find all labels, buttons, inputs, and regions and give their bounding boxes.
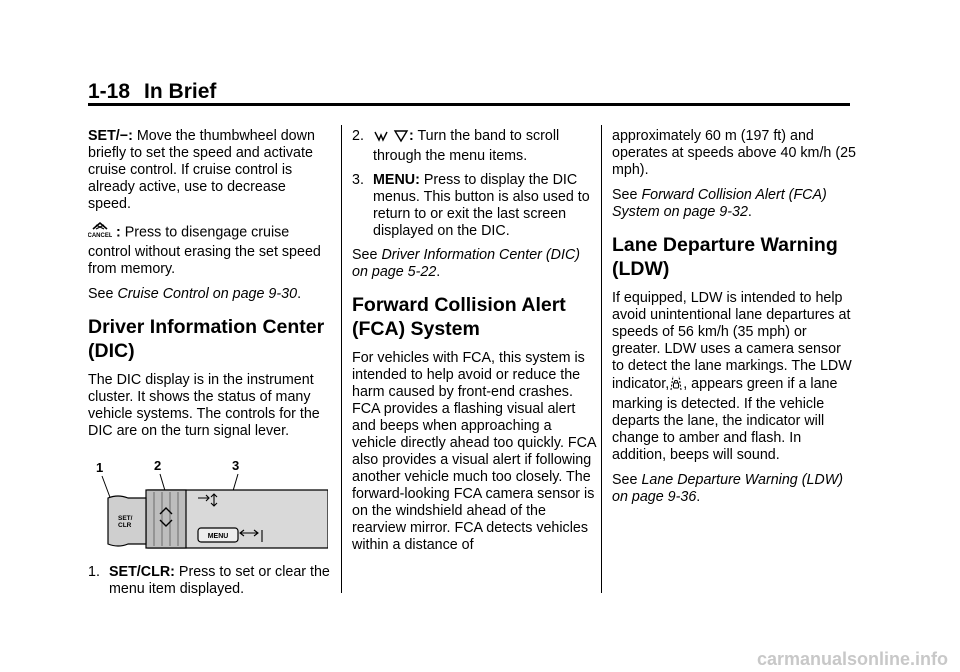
list-item	[352, 128, 596, 165]
see-prefix: See	[88, 286, 114, 302]
cancel-colon: :	[116, 224, 121, 241]
watermark: carmanualsonline.info	[756, 649, 948, 669]
column-3	[612, 128, 856, 514]
callout-3: 3	[232, 458, 240, 473]
ldw-text-part: If equipped, LDW is intended to help avoid unintentional lane departures at speeds of 56 km/h (35 mph) or greater. LDW uses a camera sensor to detect the lane markings. The LDW indicator,	[612, 290, 852, 392]
cancel-text: Press to disengage cruise control without erasing the set speed from memory.	[88, 224, 321, 277]
column-divider	[341, 125, 342, 593]
scroll-down-icon	[393, 129, 409, 148]
see-suffix: .	[747, 204, 752, 220]
dic-heading: Driver Information Center (DIC)	[88, 316, 325, 362]
scroll-up-icon	[373, 129, 389, 148]
callout-1: 1	[96, 460, 104, 475]
list-item	[88, 564, 332, 598]
dic-control-list	[88, 564, 332, 598]
header-rule	[88, 103, 850, 106]
see-cruise	[88, 286, 332, 303]
see-suffix: .	[297, 286, 302, 302]
cancel-icon	[88, 221, 112, 244]
page-header	[88, 80, 216, 104]
dic-controls-figure	[88, 454, 328, 554]
item-text: Turn the band to scroll through the menu items.	[373, 128, 560, 164]
ldw-reference: Lane Departure Warning (LDW) on page 9-36	[612, 472, 844, 505]
column-1	[88, 128, 332, 605]
see-ldw	[612, 472, 856, 506]
item-number: 1.	[88, 564, 100, 580]
ldw-text	[612, 290, 856, 464]
fca-heading: Forward Collision Alert (FCA) System	[352, 294, 566, 340]
column-2	[352, 128, 596, 562]
item-label: SET/CLR:	[109, 564, 175, 580]
list-item	[352, 172, 596, 240]
item-text: Press to set or clear the menu item displayed.	[109, 564, 330, 597]
set-label: SET/−:	[88, 128, 133, 144]
see-prefix: See	[612, 187, 638, 203]
see-prefix: See	[352, 247, 378, 263]
fca-continued: approximately 60 m (197 ft) and operates at speeds above 40 km/h (25 mph).	[612, 128, 856, 178]
see-prefix: See	[612, 472, 638, 488]
section-title: In Brief	[144, 80, 217, 103]
dic-reference: Driver Information Center (DIC) on page 5-22	[352, 247, 581, 280]
page-number: 1-18	[88, 80, 131, 103]
item-colon: :	[408, 128, 414, 144]
item-text: Press to display the DIC menus. This button is also used to return to or exit the last screen displayed on the DIC.	[373, 172, 590, 239]
item-number: 3.	[352, 172, 364, 188]
ldw-heading: Lane Departure Warning (LDW)	[612, 234, 838, 280]
see-dic	[352, 247, 596, 281]
cruise-reference: Cruise Control on page 9-30	[117, 286, 298, 302]
item-label: MENU:	[373, 172, 420, 188]
ldw-text-part: , appears green if a lane marking is detected. If the vehicle departs the lane, the indicator will change to amber and flash. In addition, beeps will sound.	[612, 376, 838, 463]
cancel-paragraph	[88, 221, 332, 278]
dic-control-list	[352, 128, 596, 240]
cancel-icon-text: CANCEL	[88, 233, 112, 239]
fca-reference: Forward Collision Alert (FCA) System on page 9-32	[612, 187, 827, 220]
see-fca	[612, 187, 856, 221]
menu-button-label: MENU	[207, 533, 229, 540]
column-divider	[601, 125, 602, 593]
see-suffix: .	[436, 264, 441, 280]
ldw-indicator-icon	[669, 375, 683, 396]
svg-text:SET/: SET/	[118, 515, 133, 522]
item-number: 2.	[352, 128, 364, 144]
dic-intro: The DIC display is in the instrument cluster. It shows the status of many vehicle systems. The controls for the DIC are on the turn signal lever.	[88, 372, 320, 439]
set-paragraph	[88, 128, 332, 213]
callout-2: 2	[154, 458, 162, 473]
svg-text:CLR: CLR	[118, 522, 132, 529]
see-suffix: .	[696, 489, 701, 505]
fca-text: For vehicles with FCA, this system is intended to help avoid or reduce the harm caused by front-end crashes. FCA provides a flashing visual alert and beeps when approaching a vehicle directly ahead too quickly. FCA also provides a visual alert if following another vehicle much too closely. The forward-looking FCA camera sensor is on the windshield ahead of the rearview mirror. FCA detects vehicles within a distance of	[352, 350, 596, 553]
set-text: Move the thumbwheel down briefly to set the speed and activate cruise control. If cruise control is already active, use to decrease speed.	[88, 128, 315, 212]
